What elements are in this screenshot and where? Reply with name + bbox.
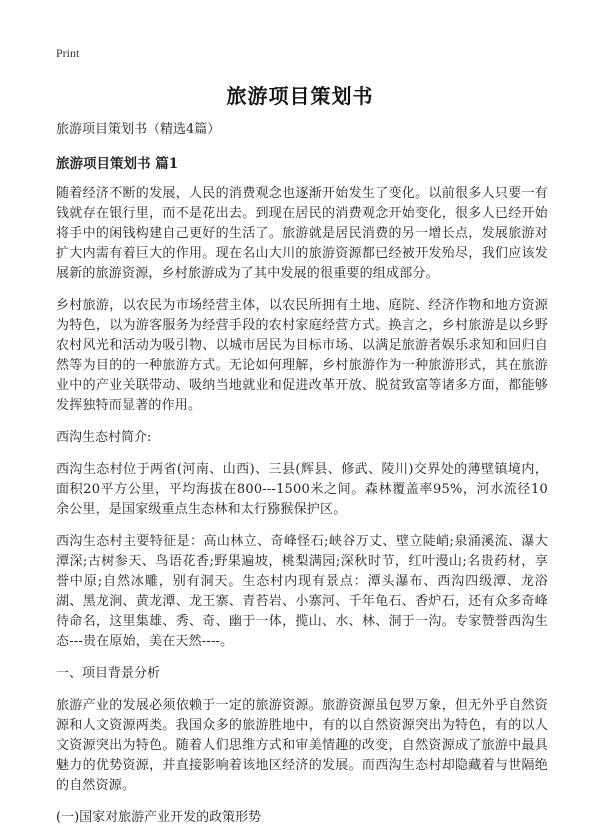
- print-link[interactable]: Print: [56, 46, 80, 60]
- document-subtitle: 旅游项目策划书（精选4篇）: [56, 122, 221, 137]
- document-title: 旅游项目策划书: [226, 84, 374, 108]
- paragraph-rural-tourism: 乡村旅游，以农民为市场经营主体，以农民所拥有土地、庭院、经济作物和地方资源为特色，以为游客服务为经营手段的农村家庭经营方式。换言之，乡村旅游是以乡野农村风光和活动为吸引物、以城市居民为目标市场、以满足旅游者娱乐求知和回归自然等为目的的一种旅游方式。无论如何理解，乡村旅游作为一种旅游形式，其在旅游业中的产业关联带动、吸纳当地就业和促进改革开放、脱贫致富等诸多方面，都能够发挥独特而显著的作用。: [56, 298, 548, 413]
- section-heading-part1: 旅游项目策划书 篇1: [56, 156, 179, 172]
- paragraph-background: 旅游产业的发展必须依赖于一定的旅游资源。旅游资源虽包罗万象，但无外乎自然资源和人文资源两类。我国众多的旅游胜地中，有的以自然资源突出为特色，有的以人文资源突出为特色。随着人们思维方式和审美情趣的改变，自然资源成了旅游中最具魅力的优势资源，并直接影响着该地区经济的发展。而西沟生态村却隐藏着与世隔绝的自然资源。: [56, 698, 548, 793]
- subsection-heading-policy: (一)国家对旅游产业开发的政策形势: [56, 810, 262, 825]
- paragraph-xigou-features: 西沟生态村主要特征是：高山林立、奇峰怪石;峡谷万丈、壁立陡峭;泉涌溪流、瀑大潭深;古树参天、鸟语花香;野果遍坡，桃梨满园;深秋时节，红叶漫山;名贵药材，享誉中原;自然冰雕，别有洞天。生态村内现有景点：潭头瀑布、西沟四级潭、龙浴湖、黑龙涧、黄龙潭、龙王寨、青苔岩、小寨河、千年龟石、香炉石，还有众多奇峰待命名，这里集雄、秀、奇、幽于一体，揽山、水、林、洞于一沟。专家赞誉西沟生态---贵在原始，美在天然----。: [56, 534, 548, 649]
- document-body: [56, 120, 548, 840]
- paragraph-xigou-location: 西沟生态村位于两省(河南、山西)、三县(辉县、修武、陵川)交界处的薄壁镇境内，面积20平方公里，平均海拔在800---1500米之间。森林覆盖率95%，河水流径10余公里，是国家级重点生态林和太行猕猴保护区。: [56, 462, 548, 517]
- section-heading-background: 一、项目背景分析: [56, 666, 161, 681]
- xigou-intro-label: 西沟生态村简介:: [56, 430, 152, 445]
- paragraph-economy: 随着经济不断的发展，人民的消费观念也逐渐开始发生了变化。以前很多人只要一有钱就存在银行里，而不是花出去。到现在居民的消费观念开始变化，很多人已经开始将手中的闲钱构建自己更好的生活了。旅游就是居民消费的另一增长点，发展旅游对扩大内需有着巨大的作用。现在名山大川的旅游资源都已经被开发殆尽，我们应该发展新的旅游资源，乡村旅游成为了其中发展的很重要的组成部分。: [56, 186, 548, 281]
